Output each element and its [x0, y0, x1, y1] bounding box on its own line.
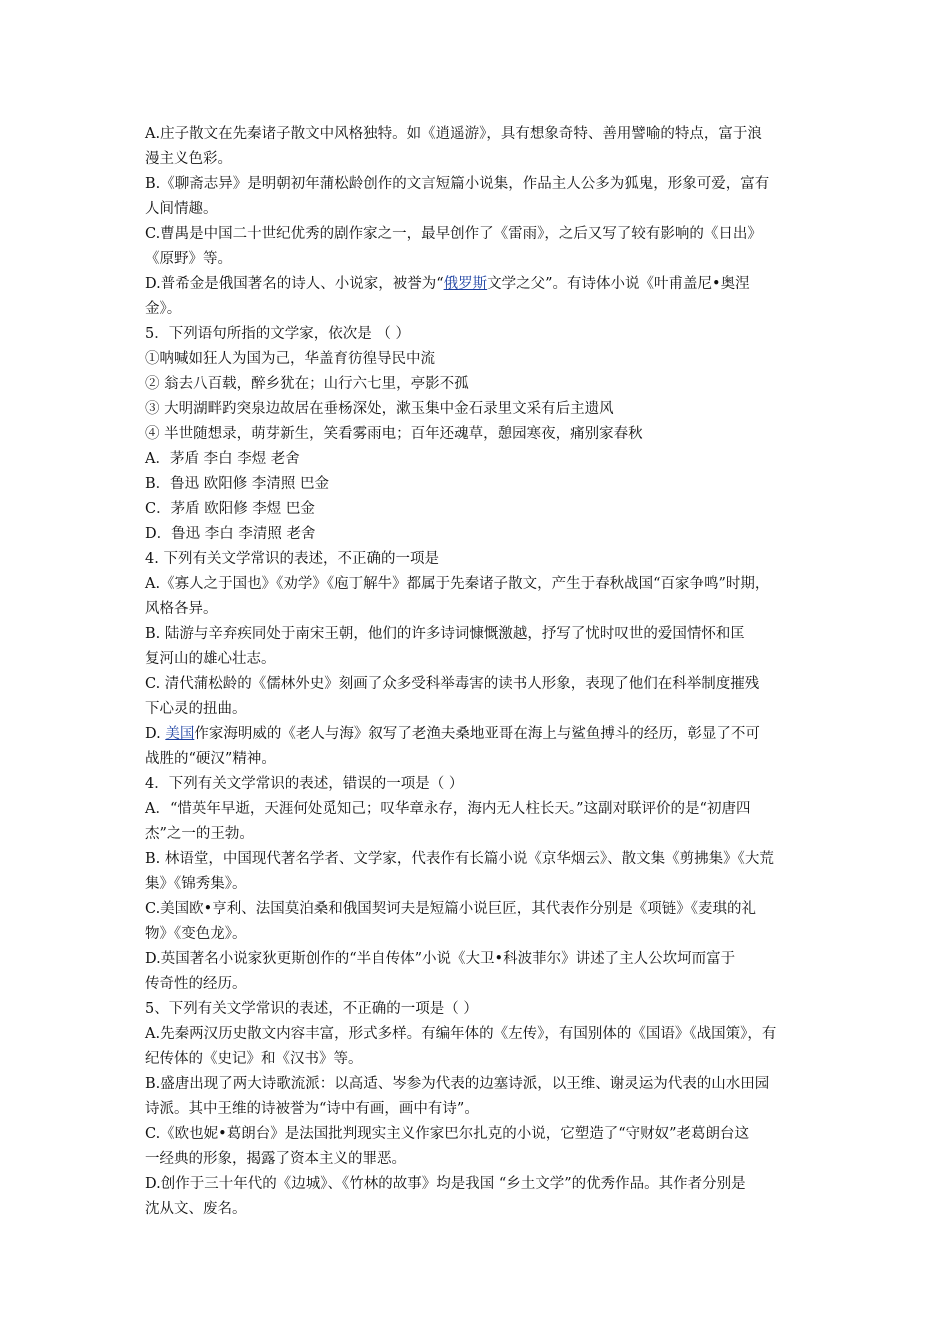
text-line: 金》。 [145, 301, 182, 317]
question-stem: 4. 下列有关文学常识的表述，不正确的一项是 [145, 551, 439, 567]
text-line: C.美国欧•亨利、法国莫泊桑和俄国契诃夫是短篇小说巨匠，其代表作分别是《项链》《麦琪的礼 [145, 901, 756, 917]
text-line: 集》《锦秀集》。 [145, 876, 247, 892]
text-line: 物》《变色龙》。 [145, 926, 247, 942]
text-line: B.盛唐出现了两大诗歌流派：以高适、岑参为代表的边塞诗派，以王维、谢灵运为代表的山水田园 [145, 1076, 770, 1092]
text-line: 纪传体的《史记》和《汉书》等。 [145, 1051, 363, 1067]
text-line: 《原野》等。 [145, 251, 232, 267]
answer-option: A．茅盾 李白 李煜 老舍 [145, 451, 300, 467]
text-segment: 作家海明威的《老人与海》叙写了老渔夫桑地亚哥在海上与鲨鱼搏斗的经历，彰显了不可 [194, 726, 760, 742]
text-line: B. 林语堂，中国现代著名学者、文学家，代表作有长篇小说《京华烟云》、散文集《剪拂集》《大荒 [145, 851, 774, 867]
text-line: A．“惜英年早逝，天涯何处觅知己；叹华章永存，海内无人柱长天。”这副对联评价的是“初唐四 [145, 801, 751, 817]
text-line: ①呐喊如狂人为国为己，华盖育彷徨导民中流 [145, 351, 435, 367]
text-line: 人间情趣。 [145, 201, 218, 217]
text-line: 复河山的雄心壮志。 [145, 651, 276, 667]
text-line: C.曹禺是中国二十世纪优秀的剧作家之一，最早创作了《雷雨》，之后又写了较有影响的《日出》 [145, 226, 762, 242]
text-line: 风格各异。 [145, 601, 218, 617]
text-line: 诗派。其中王维的诗被誉为“诗中有画，画中有诗”。 [145, 1101, 479, 1117]
document-body [145, 122, 815, 1222]
text-segment: D.普希金是俄国著名的诗人、小说家，被誉为“ [145, 276, 444, 292]
text-segment: D. [145, 726, 166, 742]
text-line: A.先秦两汉历史散文内容丰富，形式多样。有编年体的《左传》，有国别体的《国语》《战国策》，有 [145, 1026, 777, 1042]
text-line: 传奇性的经历。 [145, 976, 247, 992]
text-line: B. 陆游与辛弃疾同处于南宋王朝，他们的许多诗词慷慨激越，抒写了忧时叹世的爱国情怀和匡 [145, 626, 745, 642]
text-line: 下心灵的扭曲。 [145, 701, 247, 717]
question-stem: 5．下列语句所指的文学家，依次是 （ ） [145, 326, 410, 342]
text-line: 战胜的“硬汉”精神。 [145, 751, 276, 767]
text-line: 杰”之一的王勃。 [145, 826, 254, 842]
text-line [145, 272, 815, 297]
text-line: 一经典的形象，揭露了资本主义的罪恶。 [145, 1151, 406, 1167]
text-line: 沈从文、废名。 [145, 1201, 247, 1217]
text-line: ③ 大明湖畔趵突泉边故居在垂杨深处，漱玉集中金石录里文采有后主遗风 [145, 401, 614, 417]
text-line: A.《寡人之于国也》《劝学》《庖丁解牛》都属于先秦诸子散文，产生于春秋战国“百家争鸣”时期， [145, 576, 770, 592]
text-line: A.庄子散文在先秦诸子散文中风格独特。如《逍遥游》，具有想象奇特、善用譬喻的特点，富于浪 [145, 126, 762, 142]
text-line [145, 722, 815, 747]
text-line: C. 清代蒲松龄的《儒林外史》刻画了众多受科举毒害的读书人形象，表现了他们在科举制度摧残 [145, 676, 760, 692]
question-stem: 4．下列有关文学常识的表述，错误的一项是（ ） [145, 776, 464, 792]
link-russia[interactable]: 俄罗斯 [443, 276, 488, 292]
link-usa[interactable]: 美国 [165, 726, 195, 742]
text-line: 漫主义色彩。 [145, 151, 232, 167]
text-segment: 文学之父”。有诗体小说《叶甫盖尼•奥涅 [487, 276, 750, 292]
question-stem: 5、下列有关文学常识的表述，不正确的一项是（ ） [145, 1001, 478, 1017]
answer-option: C．茅盾 欧阳修 李煜 巴金 [145, 501, 315, 517]
text-line: C.《欧也妮•葛朗台》是法国批判现实主义作家巴尔扎克的小说，它塑造了“守财奴”老葛朗台这 [145, 1126, 750, 1142]
text-line: ② 翁去八百载，醉乡犹在；山行六七里，亭影不孤 [145, 376, 469, 392]
text-line: D.英国著名小说家狄更斯创作的“半自传体”小说《大卫•科波菲尔》讲述了主人公坎坷而富于 [145, 951, 736, 967]
answer-option: D．鲁迅 李白 李清照 老舍 [145, 526, 316, 542]
answer-option: B．鲁迅 欧阳修 李清照 巴金 [145, 476, 329, 492]
text-line: ④ 半世随想录，萌芽新生，笑看雾雨电；百年还魂草，憩园寒夜，痛别家春秋 [145, 426, 643, 442]
text-line: B.《聊斋志异》是明朝初年蒲松龄创作的文言短篇小说集，作品主人公多为狐鬼，形象可爱，富有 [145, 176, 770, 192]
text-line: D.创作于三十年代的《边城》、《竹林的故事》均是我国 “乡土文学”的优秀作品。其作者分别是 [145, 1176, 746, 1192]
